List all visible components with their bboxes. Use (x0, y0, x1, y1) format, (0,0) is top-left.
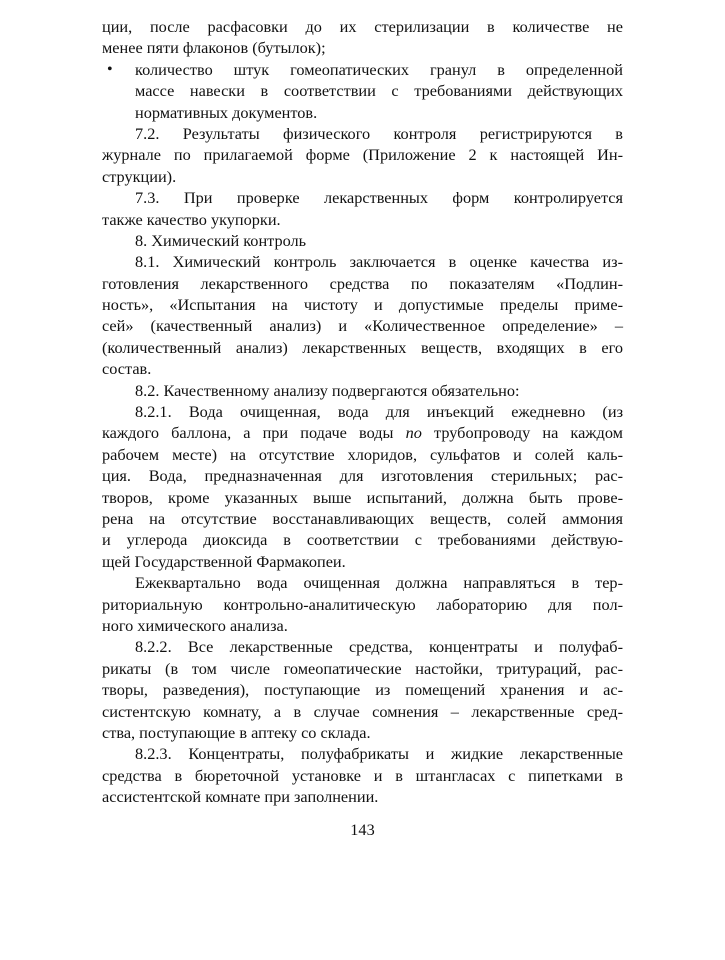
text-line: ция. Вода, предназначенная для изготовления стерильных; рас- (102, 466, 623, 486)
list-item-line: массе навески в соответствии с требованиями действующих (135, 81, 623, 101)
text-line: ного химического анализа. (102, 615, 288, 635)
text-line: рикаты (в том числе гомеопатические настойки, тритураций, рас- (102, 658, 623, 678)
text-line: щей Государственной Фармакопеи. (102, 551, 346, 571)
text-line: готовления лекарственного средства по показателям «Подлин- (102, 273, 623, 293)
text-line: каждого баллона, а при подаче воды по трубопроводу на каждом (102, 423, 623, 443)
text-line: ассистентской комнате при заполнении. (102, 787, 379, 807)
text-line: творов, кроме указанных выше испытаний, должна быть прове- (102, 487, 623, 507)
text-line: ства, поступающие в аптеку со склада. (102, 722, 371, 742)
page-number: 143 (350, 820, 375, 839)
text-line: систентскую комнату, а в случае сомнения – лекарственные сред- (102, 701, 623, 721)
text-line: журнале по прилагаемой форме (Приложение 2 к настоящей Ин- (102, 145, 623, 165)
text-line: ность», «Испытания на чистоту и допустимые пределы приме- (102, 295, 623, 315)
text-line: струкции). (102, 166, 177, 186)
paragraph-first-line: 8.1. Химический контроль заключается в оценке качества из- (135, 252, 623, 272)
text-line: (количественный анализ) лекарственных веществ, входящих в его (102, 337, 623, 357)
paragraph-first-line: 7.2. Результаты физического контроля регистрируются в (135, 123, 623, 143)
text-line: состав. (102, 359, 152, 379)
text-line: и углерода диоксида в соответствии с требованиями действую- (102, 530, 623, 550)
paragraph-first-line: 7.3. При проверке лекарственных форм контролируется (135, 188, 623, 208)
text-line: сей» (качественный анализ) и «Количественное определение» – (102, 316, 623, 336)
text-line: менее пяти флаконов (бутылок); (102, 38, 326, 58)
list-item-line: нормативных документов. (135, 102, 318, 122)
text-line: рабочем месте) на отсутствие хлоридов, сульфатов и солей каль- (102, 444, 623, 464)
paragraph-first-line: 8.2.1. Вода очищенная, вода для инъекций ежедневно (из (135, 402, 623, 422)
paragraph-first-line: 8.2. Качественному анализу подвергаются обязательно: (135, 380, 520, 400)
list-bullet: • (107, 61, 113, 78)
paragraph-first-line: 8.2.3. Концентраты, полуфабрикаты и жидкие лекарственные (135, 744, 623, 764)
text-line: творы, разведения), поступающие из помещений хранения и ас- (102, 680, 623, 700)
text-line: рена на отсутствие восстанавливающих веществ, солей аммония (102, 508, 623, 528)
text-line: риториальную контрольно-аналитическую лабораторию для пол- (102, 594, 623, 614)
paragraph-first-line: 8.2.2. Все лекарственные средства, концентраты и полуфаб- (135, 637, 623, 657)
paragraph-first-line: Ежеквартально вода очищенная должна направляться в тер- (135, 573, 623, 593)
italic-word: по (405, 423, 422, 443)
section-heading: 8. Химический контроль (135, 230, 307, 250)
text-line: также качество укупорки. (102, 209, 281, 229)
body-text (102, 16, 623, 807)
text-line: ции, после расфасовки до их стерилизации в количестве не (102, 17, 623, 36)
text-line: средства в бюреточной установке и в штангласах с пипетками в (102, 765, 623, 785)
list-item-line: количество штук гомеопатических гранул в определенной (135, 59, 623, 79)
